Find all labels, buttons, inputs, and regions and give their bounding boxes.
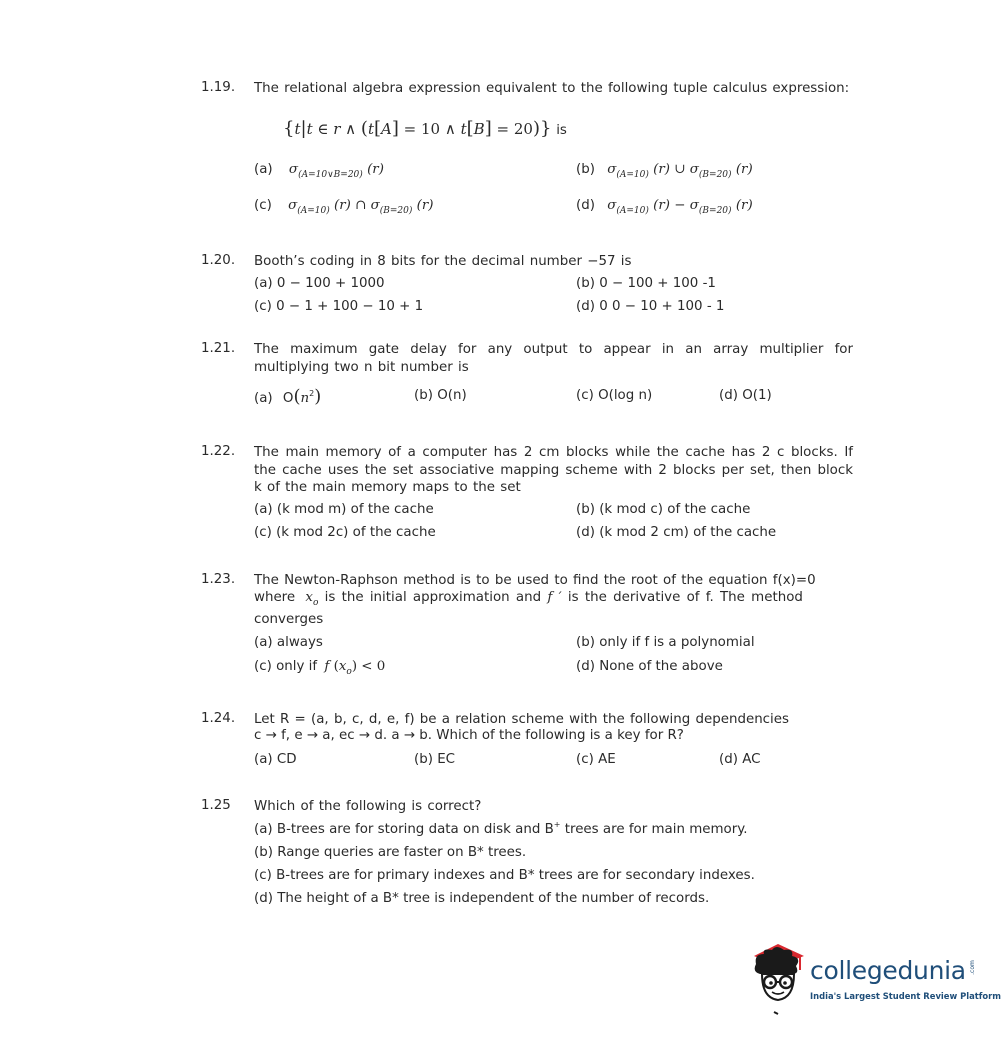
question-1-20	[201, 253, 853, 271]
selection-condition: (A=10∨B=20)	[298, 170, 363, 180]
option-text: trees are for main memory.	[564, 822, 748, 837]
question-text: The relational algebra expression equivalent to the following tuple calculus expression:	[254, 81, 850, 96]
option-b: (b) EC	[414, 752, 456, 767]
option-label: (a)	[254, 391, 273, 406]
option-c: (c) AE	[576, 752, 616, 767]
selection-condition: (B=20)	[379, 206, 413, 216]
question-text-line-1: The Newton-Raphson method is to be used to find the root of the equation f(x)=0	[254, 573, 816, 588]
option-label: (c) only if	[254, 659, 318, 674]
option-b: (b) O(n)	[414, 388, 467, 403]
question-text: Booth’s coding in 8 bits for the decimal number −57 is	[254, 254, 632, 269]
option-a: (a) CD	[254, 752, 297, 767]
text-fragment: is the initial approximation and	[324, 590, 542, 605]
text-fragment: where	[254, 590, 296, 605]
option-a: (a) $O(n^2)$	[254, 386, 322, 407]
option-a: (a) always	[254, 635, 323, 650]
option-c: (c) O(log n)	[576, 388, 653, 403]
option-d: (d) None of the above	[576, 659, 723, 674]
collegedunia-logo	[748, 940, 1002, 1030]
question-number: 1.22.	[201, 444, 236, 459]
question-1-25	[201, 798, 853, 816]
selection-condition: (A=10)	[616, 170, 649, 180]
question-text: The main memory of a computer has 2 cm blocks while the cache has 2 c blocks. If the cache uses the set associative mapping scheme with 2 blocks per set, then block k of the main memory maps to the set	[254, 445, 853, 495]
option-a: (a) 0 − 100 + 1000	[254, 276, 385, 291]
option-d: (d) The height of a B* tree is independent of the number of records.	[254, 891, 710, 906]
brand-name: collegedunia	[810, 956, 966, 985]
question-1-24	[201, 711, 853, 729]
question-1-23	[201, 572, 853, 590]
option-text: (a) B-trees are for storing data on disk and B	[254, 822, 554, 837]
option-d: (d) $\sigma_{(A=10)}$ $(r) - \sigma_{(B=20)}$ (r)	[576, 198, 753, 216]
question-text: Which of the following is correct?	[254, 799, 482, 814]
question-text-line-1: Let R = (a, b, c, d, e, f) be a relation scheme with the following dependencies	[254, 712, 789, 727]
question-text: The maximum gate delay for any output to appear in an array multiplier for multiplying two n bit number is	[254, 342, 853, 375]
brand-domain: .com	[968, 960, 976, 975]
option-b: (b) Range queries are faster on B* trees.	[254, 845, 527, 860]
option-c: (c) only if f $(x_o) < 0$	[254, 659, 386, 677]
expression-suffix: is	[556, 123, 567, 138]
option-b: (b) only if f is a polynomial	[576, 635, 755, 650]
option-d: (d) 0 0 − 10 + 100 - 1	[576, 299, 725, 314]
option-c: (c) 0 − 1 + 100 − 10 + 1	[254, 299, 424, 314]
option-c: (c) $\sigma_{(A=10)}$ (r) ∩ $\sigma_{(B=20)}$ (r)	[254, 198, 434, 216]
question-number: 1.21.	[201, 341, 236, 356]
option-a: (a) B-trees are for storing data on disk and B+ trees are for main memory.	[254, 820, 748, 837]
text-fragment: is the derivative of f. The method	[567, 590, 803, 605]
option-a: (a) (k mod m) of the cache	[254, 502, 434, 517]
relation: (r)	[653, 198, 671, 213]
selection-condition: (A=10)	[297, 206, 330, 216]
option-d: (d) (k mod 2 cm) of the cache	[576, 525, 777, 540]
student-mascot-icon	[748, 940, 810, 1020]
question-text-line-3: converges	[254, 612, 324, 627]
option-label: (d)	[576, 198, 595, 213]
tuple-calculus-expression: {t|t ∈ r ∧ (t[A] = 10 ∧ t[B] = 20)} is	[283, 118, 567, 139]
question-number: 1.23.	[201, 572, 236, 587]
option-b: (b) 0 − 100 + 100 -1	[576, 276, 716, 291]
question-number: 1.25	[201, 798, 231, 813]
option-b: (b) $\sigma_{(A=10)}$ (r) ∪ $\sigma_{(B=20)}$ (r)	[576, 162, 753, 180]
option-c: (c) (k mod 2c) of the cache	[254, 525, 436, 540]
option-b: (b) (k mod c) of the cache	[576, 502, 751, 517]
option-d: (d) AC	[719, 752, 761, 767]
question-1-22	[201, 444, 853, 497]
selection-condition: (B=20)	[698, 206, 732, 216]
relation: (r)	[416, 198, 434, 213]
option-label: (b)	[576, 162, 595, 177]
relation: (r)	[735, 198, 753, 213]
question-number: 1.19.	[201, 80, 236, 95]
relation: (r)	[735, 162, 753, 177]
relation: (r)	[367, 162, 384, 177]
question-text-line-2: c → f, e → a, ec → d. a → b. Which of the following is a key for R?	[254, 728, 684, 743]
option-d: (d) O(1)	[719, 388, 772, 403]
brand-tagline: India's Largest Student Review Platform	[810, 991, 1002, 1001]
question-1-19	[201, 80, 853, 98]
option-label: (c)	[254, 198, 272, 213]
option-c: (c) B-trees are for primary indexes and B* trees are for secondary indexes.	[254, 868, 755, 883]
question-1-21	[201, 341, 853, 376]
relation: (r)	[653, 162, 671, 177]
relation: (r)	[334, 198, 351, 213]
option-a: (a) $\sigma_{(A=10\vee B=20)}$ (r)	[254, 162, 384, 180]
question-number: 1.20.	[201, 253, 236, 268]
option-label: (a)	[254, 162, 273, 177]
selection-condition: (B=20)	[698, 170, 732, 180]
question-number: 1.24.	[201, 711, 236, 726]
selection-condition: (A=10)	[616, 206, 649, 216]
question-text-line-2: where $x_o$ is the initial approximation and f ′ is the derivative of f. The method	[254, 590, 803, 608]
